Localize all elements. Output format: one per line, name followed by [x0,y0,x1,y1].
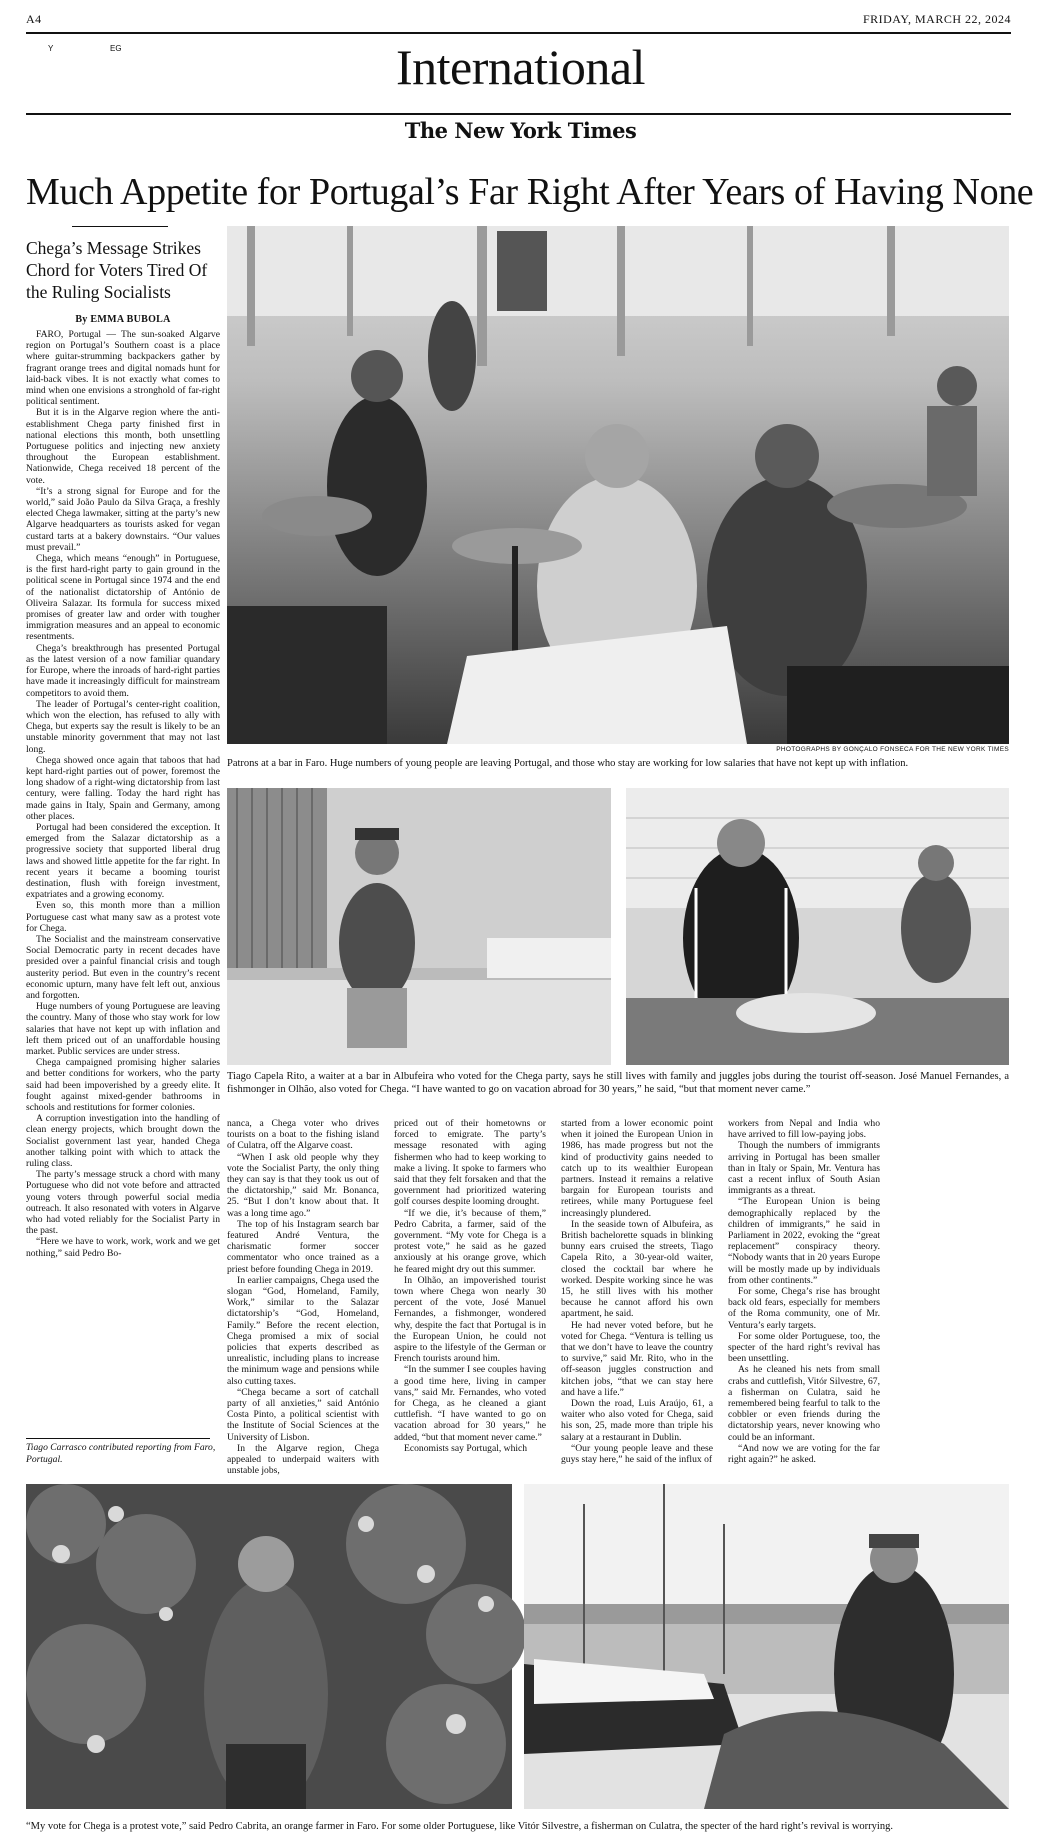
article-byline: By EMMA BUBOLA [75,314,171,325]
paragraph: A corruption investigation into the handling of clean energy projects, which brought down the Socialist government last year, handed Chega another talking point with which to attack the ruling class. [26,1113,220,1170]
paragraph: Even so, this month more than a million Portuguese cast what many saw as a protest vote for Chega. [26,900,220,934]
paragraph: But it is in the Algarve region where the anti-establishment Chega party finished first in national elections this month, both unsettling Portuguese politics and injecting new anxiety throughout the European establishment. Nationwide, Chega received 18 percent of the vote. [26,407,220,486]
paragraph: Huge numbers of young Portuguese are leaving the country. Many of those who stay work for low salaries that have not kept up with inflation and left them priced out of an unaffordable housing market. Public services are under stress. [26,1001,220,1057]
section-rule [26,113,1011,115]
registration-mark: EG [110,44,122,53]
photo-fishmonger [626,788,1009,1065]
top-rule [26,32,1011,34]
paragraph: The leader of Portugal’s center-right coalition, which won the election, has refused to ally with Chega, but experts say the result is likely to be an unstable minority government that may not last long. [26,698,220,755]
article-headline: Much Appetite for Portugal’s Far Right After Years of Having None [26,171,1034,213]
paragraph: In Olhão, an impoverished tourist town where Chega won nearly 30 percent of the vote, José Manuel Fernandes, a fishmonger, wondered why, despite the fact that Portugal is in the European Union, he could not aspire to the lifestyle of the German or French tourists around him. [394,1274,546,1365]
paragraph: In the seaside town of Albufeira, as British bachelorette squads in blinking bunny ears cruised the streets, Tiago Capela Rito, a 30-year-old waiter, closed the cocktail bar where he worked. Despite working since he was 15, he still lives with his mother because he cannot afford his own apartment, he said. [561,1218,713,1320]
paragraph: FARO, Portugal — The sun-soaked Algarve region on Portugal’s Southern coast is a place where guitar-strumming backpackers gather by fragrant orange trees and digital nomads hunt for laid-back vibes. It is not exactly what comes to mind when one envisions a stronghold of far-right political sentiment. [26,329,220,408]
paragraph: “And now we are voting for the far right again?” he asked. [728,1442,880,1466]
article-deck: Chega’s Message Strikes Chord for Voters Tired Of the Ruling Socialists [26,238,208,302]
paragraph: Though the numbers of immigrants arriving in Portugal has been smaller than in Italy or Spain, Mr. Ventura has cast a recent influx of South Asian immigrants as a threat. [728,1140,880,1197]
paragraph: Chega campaigned promising higher salaries and better conditions for workers, who the party said had been impoverished by a greedy elite. It fought against mixed-gender bathrooms in schools and restitutions for former colonies. [26,1057,220,1114]
paragraph: Chega showed once again that taboos that had kept hard-right parties out of power, foremost the long shadow of a right-wing dictatorship from last century, were falling. Today the hard right has made gains in Italy, Spain and Germany, among other places. [26,754,220,822]
photo-pedro-cabrita [26,1484,512,1809]
paragraph: The top of his Instagram search bar featured André Ventura, the charismatic former soccer commentator who once trained as a priest before founding Chega in 2019. [227,1218,379,1275]
article-column-1 [26,329,220,1566]
article-column-3 [394,1118,546,1470]
masthead-logo: The New York Times [404,118,637,143]
paragraph: “In the summer I see couples having a good time here, living in camper vans,” said Mr. Fernandes, who voted for Chega, as he cleaned a giant cuttlefish. “I have wanted to go on vacation abroad for 30 years,” he added, “but that moment never came.” [394,1364,546,1443]
deck-rule [72,226,168,227]
page-number: A4 [26,12,42,26]
paragraph: “When I ask old people why they vote the Socialist Party, the only thing they can say is that they took us out of the dictatorship,” said Mr. Bonanca, 25. “But I don’t know about that. It was a long time ago.” [227,1151,379,1219]
photo-vitor-silvestre [524,1484,1009,1809]
registration-mark: Y [48,44,54,53]
paragraph: “The European Union is being demographically replaced by the children of immigrants,” he said in Parliament in 2022, evoking the “great replacement” conspiracy theory. “Nobody wants that in 20 years Europe will be mostly made up by individuals from other continents.” [728,1196,880,1286]
paragraph: Portugal had been considered the exception. It emerged from the Salazar dictatorship as a progressive society that supported liberal drug laws and showed little appetite for the far right. In recent years it became a booming tourist destination, flush with foreign investment, expatriates and a growing economy. [26,821,220,901]
paragraph: started from a lower economic point when it joined the European Union in 1986, has made progress but not the kind of productivity gains needed to catch up to its wealthier European partners. Instead it remains a relative bargain for European tourists and retirees, while many Portuguese feel increasingly plundered. [561,1118,713,1219]
paragraph: Economists say Portugal, which [404,1442,528,1454]
photo-tiago-rito [227,788,611,1065]
paragraph: “If we die, it’s because of them,” Pedro Cabrita, a farmer, said of the government. “My vote for Chega is a protest vote,” he said as he gazed anxiously at his orange grove, which he feared might dry out this summer. [394,1207,546,1275]
contributor-note: Tiago Carrasco contributed reporting from Faro, Portugal. [26,1442,216,1465]
paragraph: “Our young people leave and these guys stay here,” he said of the influx of [561,1442,713,1466]
section-title: International [396,39,645,95]
paragraph: In the Algarve region, Chega appealed to underpaid waiters with unstable jobs, [227,1442,379,1477]
caption-faro-bar: Patrons at a bar in Faro. Huge numbers of young people are leaving Portugal, and those who stay are working for low salaries that have not kept up with inflation. [227,758,909,769]
contributor-rule [26,1438,210,1439]
caption-rito-fernandes: Tiago Capela Rito, a waiter at a bar in Albufeira who voted for the Chega party, says he still lives with family and juggles jobs during the tourist off-season. José Manuel Fernandes, a fishmonger in Olhão, also voted for Chega. “I have wanted to go on vacation abroad for 30 years,” he said, “but that moment never came.” [227,1071,1009,1095]
paragraph: The Socialist and the mainstream conservative Social Democratic party in recent decades have presided over a painful financial crisis and tough austerity period. But even in the country’s recent economic upturn, many have felt left out, anxious and forgotten. [26,933,220,1001]
paragraph: The party’s message struck a chord with many Portuguese who did not vote before and attracted young voters through powerful social media outreach. It also resonated with voters in Algarve who had voted reliably for the Socialist Party in the past. [26,1169,220,1237]
paragraph: As he cleaned his nets from small crabs and cuttlefish, Vitór Silvestre, 67, a fisherman on Culatra, said he remembered being fearful to talk to the cobbler or even friends during the dictatorship years, never knowing who could be an informant. [728,1364,880,1443]
paragraph: Down the road, Luis Araújo, 61, a waiter who also voted for Chega, said his son, 25, made more than triple his salary at a restaurant in Dublin. [561,1398,713,1443]
paragraph: In earlier campaigns, Chega used the slogan “God, Homeland, Family, Work,” similar to the Salazar dictatorship’s “God, Homeland, Family.” Before the recent election, Chega promised a mix of social policies that experts described as unrealistic, including plans to increase the minimum wage and pensions while also cutting taxes. [227,1274,379,1387]
paragraph: For some older Portuguese, too, the specter of the hard right’s revival has been unsettling. [728,1330,880,1365]
paragraph: Chega, which means “enough” in Portuguese, is the first hard-right party to gain ground in the political scene in Portugal since 1974 and the end of the nationalist dictatorship of António de Oliveira Salazar. Its formula for success mixed promises of greater law and order with tougher immigration measures and an appeal to economic resentments. [26,553,220,643]
paragraph: nanca, a Chega voter who drives tourists on a boat to the fishing island of Culatra, off the Algarve coast. [227,1118,379,1152]
paragraph: He had never voted before, but he voted for Chega. “Ventura is telling us that we don’t have to leave the country to survive,” said Mr. Rito, who in the off-season juggles construction and kitchen jobs, “that we can stay here and have a life.” [561,1319,713,1398]
article-column-2 [227,1118,379,1477]
paragraph: workers from Nepal and India who have arrived to fill low-paying jobs. [728,1118,880,1141]
paragraph: For some, Chega’s rise has brought back old fears, especially for members of the Roma community, one of Mr. Ventura’s early targets. [728,1286,880,1331]
article-column-4 [561,1118,713,1470]
paragraph: “Chega became a sort of catchall party of all anxieties,” said António Costa Pinto, a political scientist with the Institute of Social Sciences at the University of Lisbon. [227,1386,379,1443]
article-column-5 [728,1118,880,1470]
paragraph: priced out of their hometowns or forced to emigrate. The party’s message resonated with aging fishermen who had to keep working to make a living. It spoke to farmers who said that they felt forsaken and that the government had prioritized watering golf courses despite looming drought. [394,1118,546,1208]
paragraph: “Here we have to work, work, work and we get nothing,” said Pedro Bo- [26,1236,220,1259]
caption-cabrita-silvestre: “My vote for Chega is a protest vote,” said Pedro Cabrita, an orange farmer in Faro. For some older Portuguese, like Vitór Silvestre, a fisherman on Culatra, the specter of the hard right’s revival is worrying. [26,1821,893,1832]
paragraph: “It’s a strong signal for Europe and for the world,” said João Paulo da Silva Graça, a freshly elected Chega lawmaker, sitting at the party’s new Algarve headquarters as tourists asked for vegan custard tarts at a bakery downstairs. “Our values must prevail.” [26,485,220,553]
issue-date: FRIDAY, MARCH 22, 2024 [862,12,1011,26]
photo-faro-bar [227,226,1009,744]
photo-credit: PHOTOGRAPHS BY GONÇALO FONSECA FOR THE NEW YORK TIMES [776,746,1009,753]
paragraph: Chega’s breakthrough has presented Portugal as the latest version of a now familiar quandary for Europe, where the inroads of hard-right parties have made it increasingly difficult for mainstream competitors to avoid them. [26,642,220,699]
